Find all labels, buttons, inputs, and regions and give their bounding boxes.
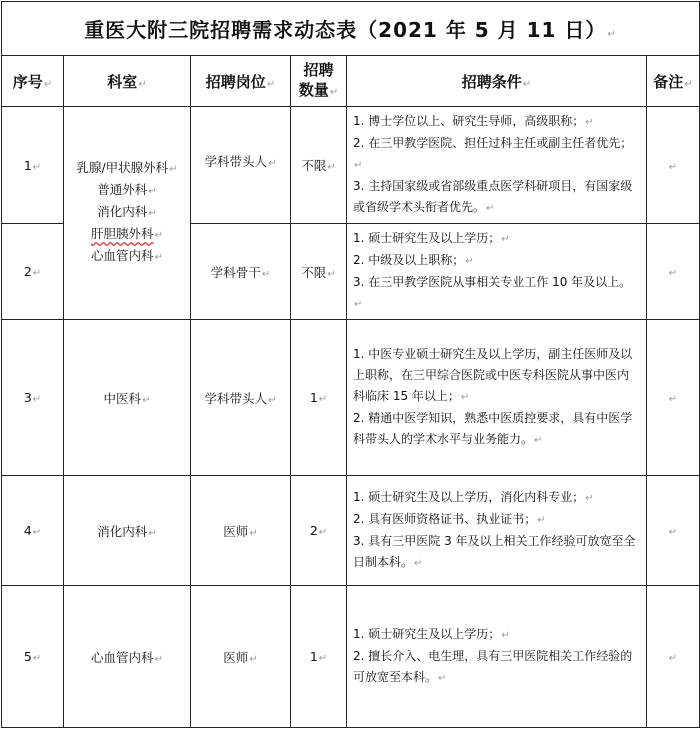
- cell-count: 不限↵: [291, 224, 347, 320]
- cell-conditions: 1. 硕士研究生及以上学历，消化内科专业；↵ 2. 具有医师资格证书、执业证书；↵ 3. 具有三甲医院 3 年及以上相关工作经验可放宽至全日制本科。↵: [347, 476, 647, 586]
- paragraph-mark-icon: ↵: [266, 78, 276, 90]
- cell-count: 不限↵: [291, 107, 347, 224]
- cell-position: 学科带头人↵: [191, 107, 291, 224]
- header-count: 招聘 数量↵: [291, 56, 347, 107]
- cell-count: 1↵: [291, 586, 347, 728]
- table-row: [2, 320, 700, 476]
- header-remarks: 备注↵: [647, 56, 700, 107]
- header-conditions: 招聘条件↵: [347, 56, 647, 107]
- cell-dept: 消化内科↵: [64, 476, 191, 586]
- header-position: 招聘岗位↵: [191, 56, 291, 107]
- header-row: [2, 56, 700, 107]
- paragraph-mark-icon: ↵: [43, 78, 53, 90]
- recruitment-table: [1, 1, 700, 728]
- table-row: [2, 476, 700, 586]
- paragraph-mark-icon: ↵: [522, 78, 532, 90]
- table-row: [2, 586, 700, 728]
- paragraph-mark-icon: ↵: [329, 86, 339, 98]
- paragraph-mark-icon: ↵: [138, 78, 147, 90]
- cell-position: 医师↵: [191, 476, 291, 586]
- paragraph-mark-icon: ↵: [607, 29, 617, 40]
- cell-remarks: ↵: [647, 476, 700, 586]
- paragraph-mark-icon: ↵: [32, 161, 42, 173]
- header-dept: 科室↵: [64, 56, 191, 107]
- cell-conditions: 1. 硕士研究生及以上学历；↵ 2. 中级及以上职称；↵ 3. 在三甲教学医院从事相关专业工作 10 年及以上。↵: [347, 224, 647, 320]
- paragraph-mark-icon: ↵: [684, 78, 693, 90]
- cell-position: 学科骨干↵: [191, 224, 291, 320]
- cell-remarks: ↵: [647, 320, 700, 476]
- cell-seq: 1↵: [2, 107, 64, 224]
- cell-conditions: 1. 博士学位以上、研究生导师，高级职称；↵ 2. 在三甲教学医院、担任过科主任或副主任者优先；↵ 3. 主持国家级或省部级重点医学科研项目，有国家级或省级学术头衔者优先。↵: [347, 107, 647, 224]
- cell-position: 医师↵: [191, 586, 291, 728]
- cell-dept: 心血管内科↵: [64, 586, 191, 728]
- cell-conditions: 1. 硕士研究生及以上学历；↵ 2. 擅长介入、电生理，具有三甲医院相关工作经验的可放宽至本科。↵: [347, 586, 647, 728]
- table-title: [2, 2, 700, 56]
- header-seq: 序号↵: [2, 56, 64, 107]
- title-row: [2, 2, 700, 56]
- table-row: [2, 107, 700, 224]
- cell-count: 1↵: [291, 320, 347, 476]
- cell-remarks: ↵: [647, 107, 700, 224]
- cell-dept: 中医科↵: [64, 320, 191, 476]
- cell-seq: 4↵: [2, 476, 64, 586]
- cell-count: 2↵: [291, 476, 347, 586]
- cell-conditions: 1. 中医专业硕士研究生及以上学历，副主任医师及以上职称，在三甲综合医院或中医专科医院从事中医内科临床 15 年以上；↵ 2. 精通中医学知识，熟悉中医质控要求，具有中医学科带头人的学术水平与业务能力。↵: [347, 320, 647, 476]
- cell-remarks: ↵: [647, 586, 700, 728]
- cell-seq: 2↵: [2, 224, 64, 320]
- cell-position: 学科带头人↵: [191, 320, 291, 476]
- cell-dept-merged: 乳腺/甲状腺外科↵ 普通外科↵ 消化内科↵ 肝胆胰外科↵ 心血管内科↵: [64, 107, 191, 320]
- cell-seq: 3↵: [2, 320, 64, 476]
- cell-seq: 5↵: [2, 586, 64, 728]
- cell-remarks: ↵: [647, 224, 700, 320]
- title-text: 重医大附三院招聘需求动态表（2021 年 5 月 11 日）: [84, 18, 607, 42]
